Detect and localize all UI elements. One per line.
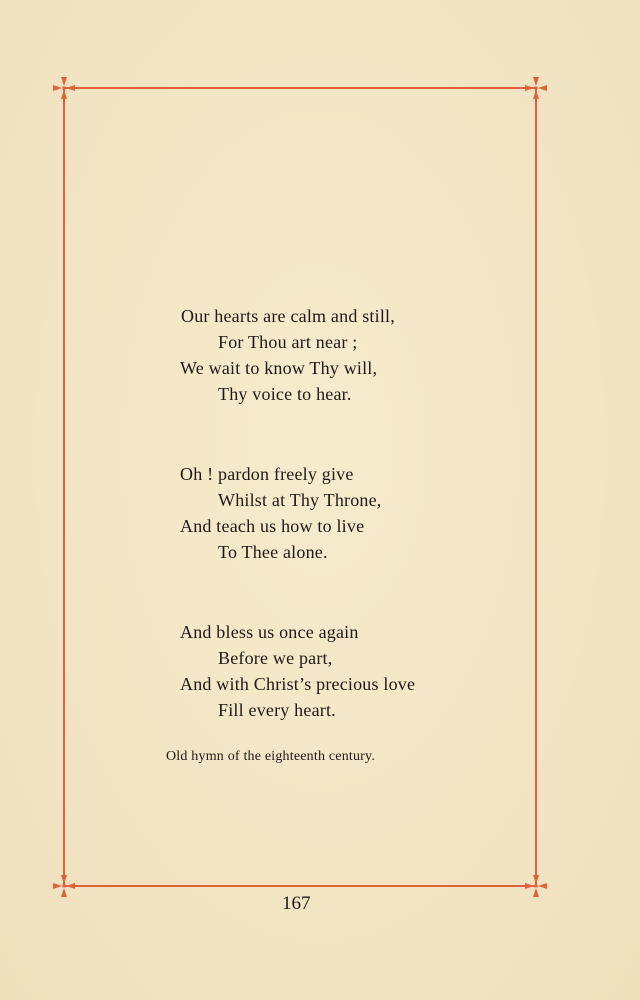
hymn-attribution: Old hymn of the eighteenth century. [166,749,376,764]
cross-pattee-icon [53,77,75,99]
stanza-3-line-1: And bless us once again [180,622,359,642]
stanza-2-line-2: Whilst at Thy Throne, [218,490,382,510]
border-top-rule [64,87,536,89]
stanza-2-line-4: To Thee alone. [218,542,328,562]
stanza-1-line-3: We wait to know Thy will, [180,358,378,378]
stanza-2-line-3: And teach us how to live [180,516,365,536]
stanza-3-line-2: Before we part, [218,648,333,668]
cross-pattee-icon [53,875,75,897]
stanza-3-line-3: And with Christ’s precious love [180,674,416,694]
stanza-1-line-1: Our hearts are calm and still, [181,306,395,326]
stanza-1-line-2: For Thou art near ; [218,332,358,352]
cross-pattee-icon [525,77,547,99]
stanza-3-line-4: Fill every heart. [218,700,336,720]
border-left-rule [63,88,65,886]
page-number: 167 [282,893,311,914]
border-right-rule [535,88,537,886]
border-bottom-rule [64,885,536,887]
stanza-1-line-4: Thy voice to hear. [218,384,352,404]
cross-pattee-icon [525,875,547,897]
stanza-2-line-1: Oh ! pardon freely give [180,464,354,484]
